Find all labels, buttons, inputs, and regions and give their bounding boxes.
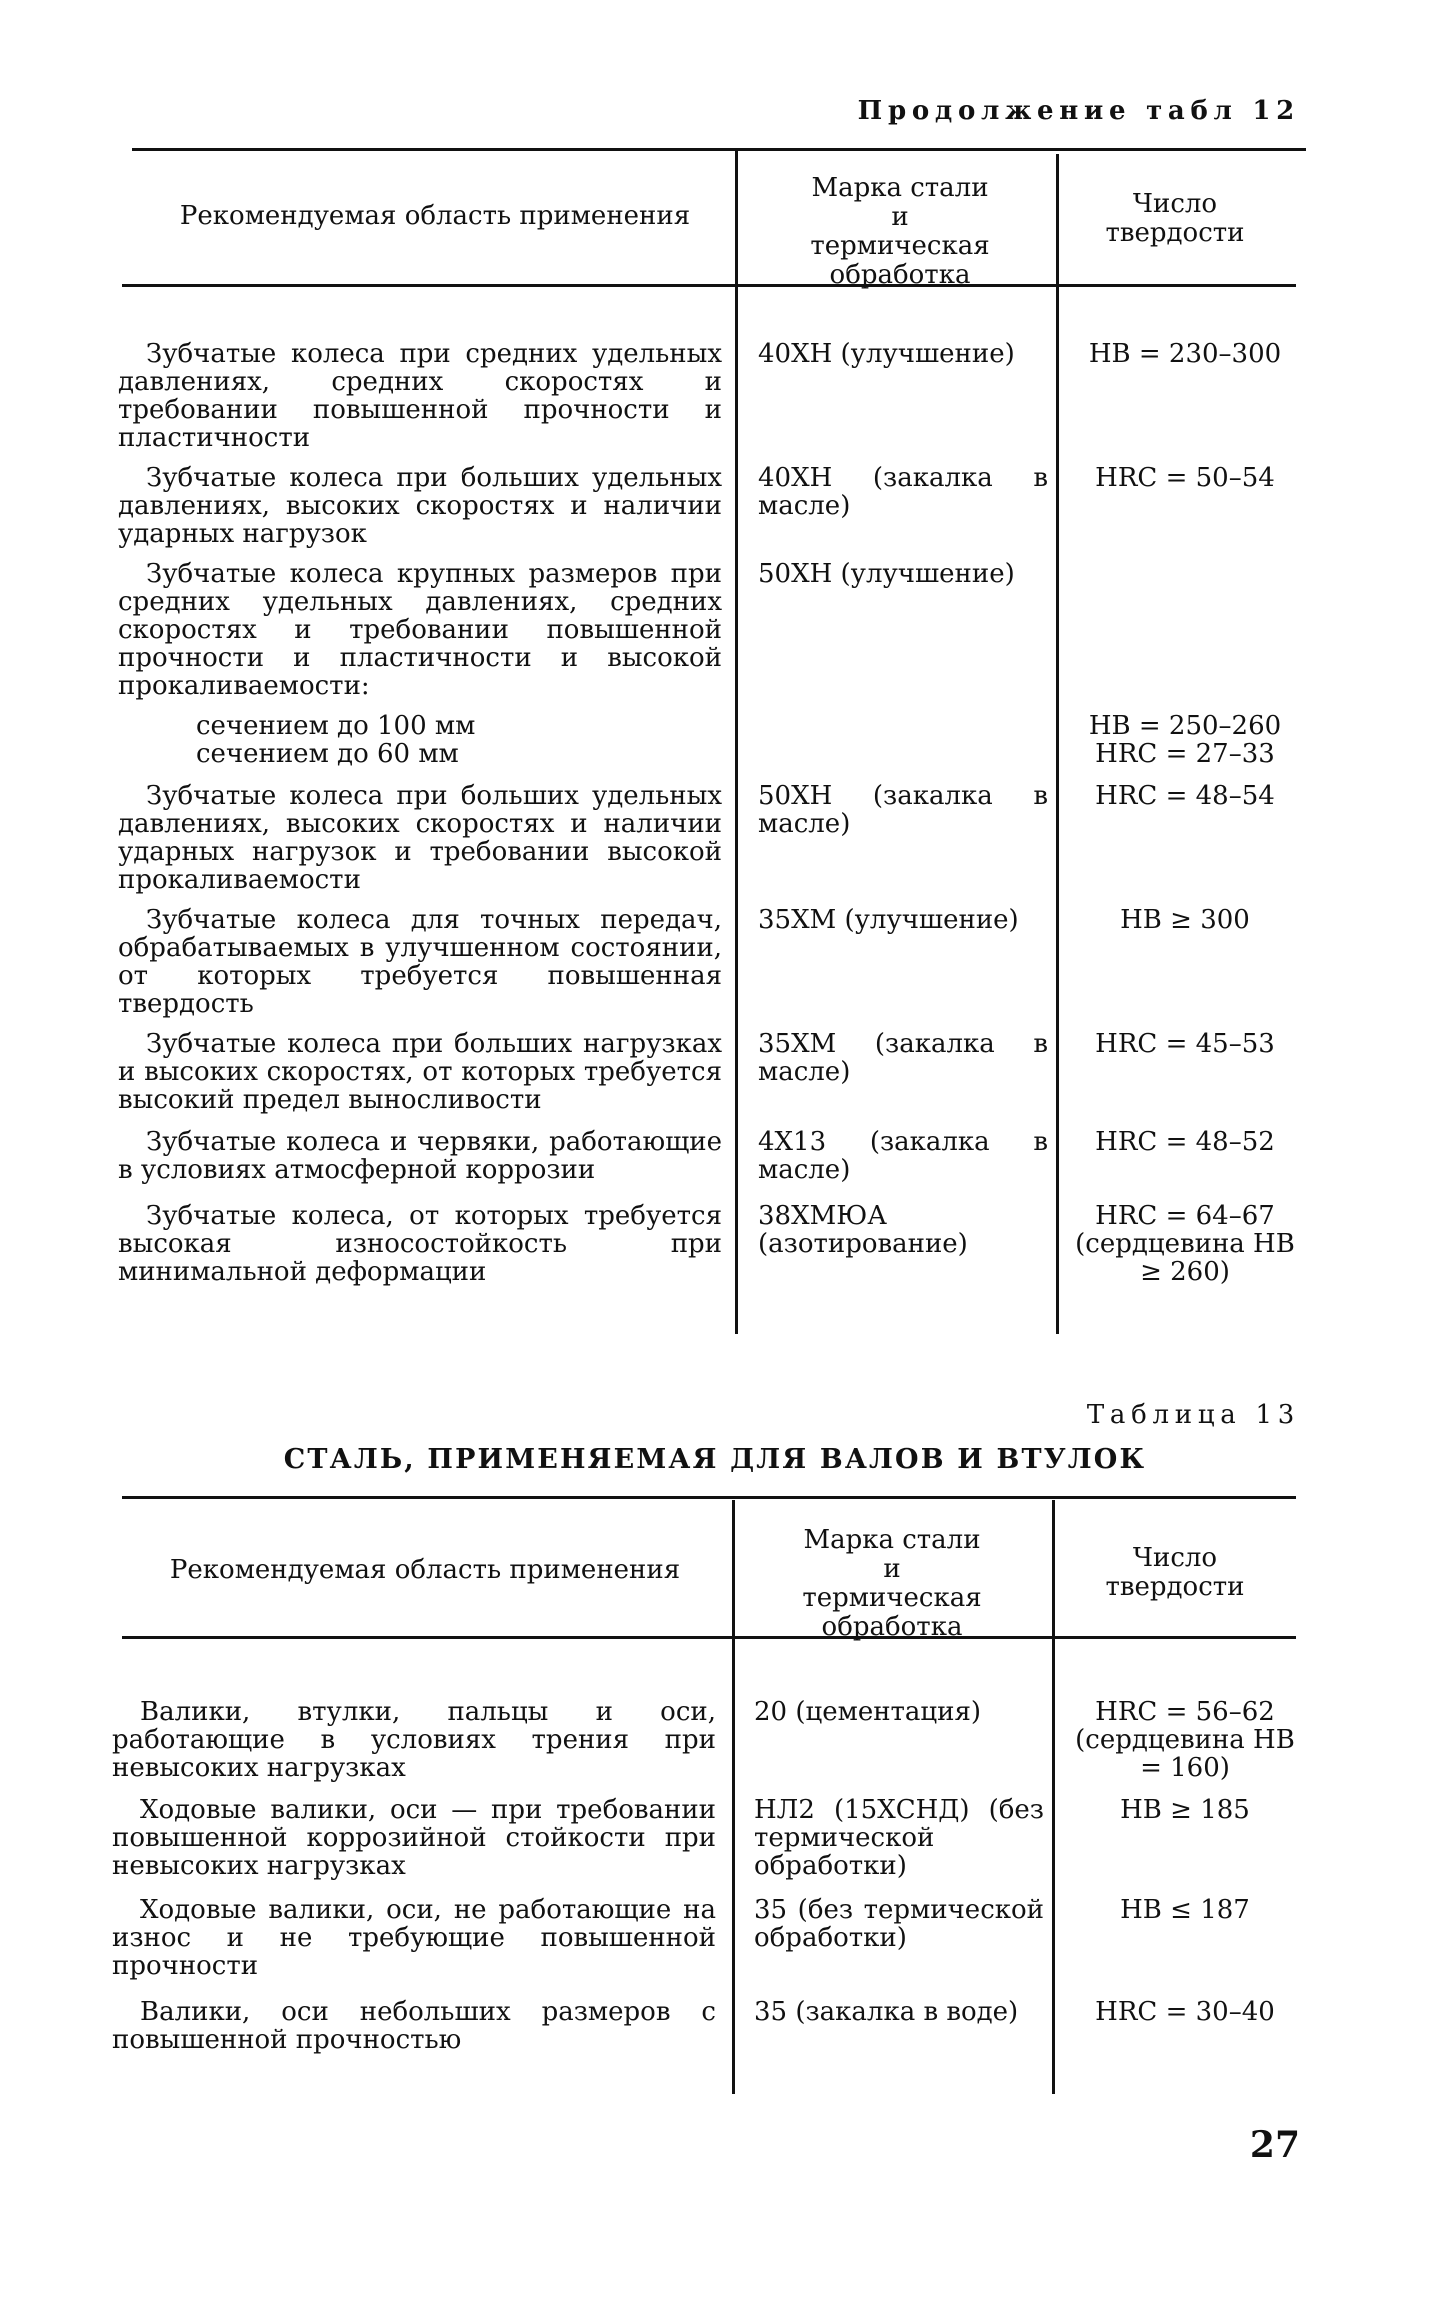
table-row: Зубчатые колеса, от которых требуется высокая износостойкость при минимальной деформации [118, 1201, 722, 1287]
table-row: Зубчатые колеса и червяки, работающие в условиях атмосферной коррозии [118, 1127, 722, 1185]
table-row: сечением до 60 мм [196, 739, 459, 769]
t13-col-divider-2 [1052, 1500, 1055, 2094]
t12-hardness: HRC = 27–33 [1095, 739, 1275, 769]
t12-hardness: НВ = 230–300 [1088, 339, 1282, 369]
t12-col-divider-1 [735, 148, 738, 1334]
t13-header-rule [122, 1636, 1296, 1639]
table-row: Зубчатые колеса при больших удельных давлениях, высоких скоростях и наличии ударных нагрузок [118, 463, 722, 549]
table-row: Зубчатые колеса крупных размеров при средних удельных давлениях, средних скоростях и требовании повышенной прочности и пластичности и высокой прокаливаемости: [118, 559, 722, 701]
t12-steel: 35ХМ (закалка в масле) [758, 1029, 1048, 1087]
t12-steel: 40ХН (закалка в масле) [758, 463, 1048, 521]
t13-steel: НЛ2 (15ХСНД) (без термической обработки) [754, 1795, 1044, 1881]
t13-col-divider-1 [732, 1500, 735, 2094]
t13-hardness: НВ ≥ 185 [1120, 1795, 1250, 1825]
t12-header-steel: Марка стали и термическая обработка [810, 173, 990, 290]
t13-hardness: HRC = 56–62 (сердцевина НВ = 160) [1075, 1697, 1295, 1783]
t13-steel: 35 (закалка в воде) [754, 1997, 1019, 2027]
table-row: Зубчатые колеса при больших нагрузках и высоких скоростях, от которых требуется высокий предел выносливости [118, 1029, 722, 1115]
t13-hardness: HRC = 30–40 [1095, 1997, 1275, 2027]
table-row: Ходовые валики, оси — при требовании повышенной коррозийной стойкости при невысоких нагрузках [112, 1795, 716, 1881]
t12-steel: 50ХН (улучшение) [758, 559, 1015, 589]
t13-header-steel: Марка стали и термическая обработка [802, 1525, 982, 1642]
table13-label: Таблица 13 [1086, 1400, 1300, 1430]
table-row: сечением до 100 мм [196, 711, 476, 741]
page-number: 27 [1249, 2124, 1300, 2166]
table-row: Зубчатые колеса при больших удельных давлениях, высоких скоростях и наличии ударных нагрузок и требовании высокой прокаливаемости [118, 781, 722, 895]
t13-hardness: НВ ≤ 187 [1120, 1895, 1250, 1925]
t12-header-area: Рекомендуемая область применения [179, 201, 691, 231]
table-row: Валики, оси небольших размеров с повышенной прочностью [112, 1997, 716, 2055]
t13-steel: 20 (цементация) [754, 1697, 982, 1727]
t12-hardness: HRC = 64–67 (сердцевина НВ ≥ 260) [1075, 1201, 1295, 1287]
t12-hardness: НВ = 250–260 [1088, 711, 1282, 741]
table-row: Зубчатые колеса при средних удельных давлениях, средних скоростях и требовании повышенной прочности и пластичности [118, 339, 722, 453]
table-row: Ходовые валики, оси, не работающие на износ и не требующие повышенной прочности [112, 1895, 716, 1981]
table13-title: СТАЛЬ, ПРИМЕНЯЕМАЯ ДЛЯ ВАЛОВ И ВТУЛОК [283, 1444, 1147, 1475]
t12-steel: 40ХН (улучшение) [758, 339, 1015, 369]
t12-header-hardness: Число твердости [1105, 189, 1245, 248]
t13-steel: 35 (без термической обработки) [754, 1895, 1044, 1953]
table-row: Зубчатые колеса для точных передач, обрабатываемых в улучшенном состоянии, от которых требуется повышенная твердость [118, 905, 722, 1019]
t12-steel: 35ХМ (улучшение) [758, 905, 1019, 935]
t12-hardness: НВ ≥ 300 [1120, 905, 1250, 935]
t12-steel: 50ХН (закалка в масле) [758, 781, 1048, 839]
t12-hardness: HRC = 48–52 [1095, 1127, 1275, 1157]
t12-hardness: HRC = 50–54 [1095, 463, 1275, 493]
t12-steel: 38ХМЮА (азотирование) [758, 1201, 968, 1259]
t12-col-divider-2 [1056, 154, 1059, 1334]
table-row: Валики, втулки, пальцы и оси, работающие в условиях трения при невысоких нагрузках [112, 1697, 716, 1783]
t12-header-rule [122, 284, 1296, 287]
t12-steel: 4Х13 (закалка в масле) [758, 1127, 1048, 1185]
t13-top-rule [122, 1496, 1296, 1499]
t12-hardness: HRC = 48–54 [1095, 781, 1275, 811]
continuation-header: Продолжение табл 12 [857, 96, 1300, 126]
t12-hardness: HRC = 45–53 [1095, 1029, 1275, 1059]
t13-header-area: Рекомендуемая область применения [169, 1555, 681, 1585]
t12-top-rule [132, 148, 1306, 151]
t13-header-hardness: Число твердости [1105, 1543, 1245, 1602]
